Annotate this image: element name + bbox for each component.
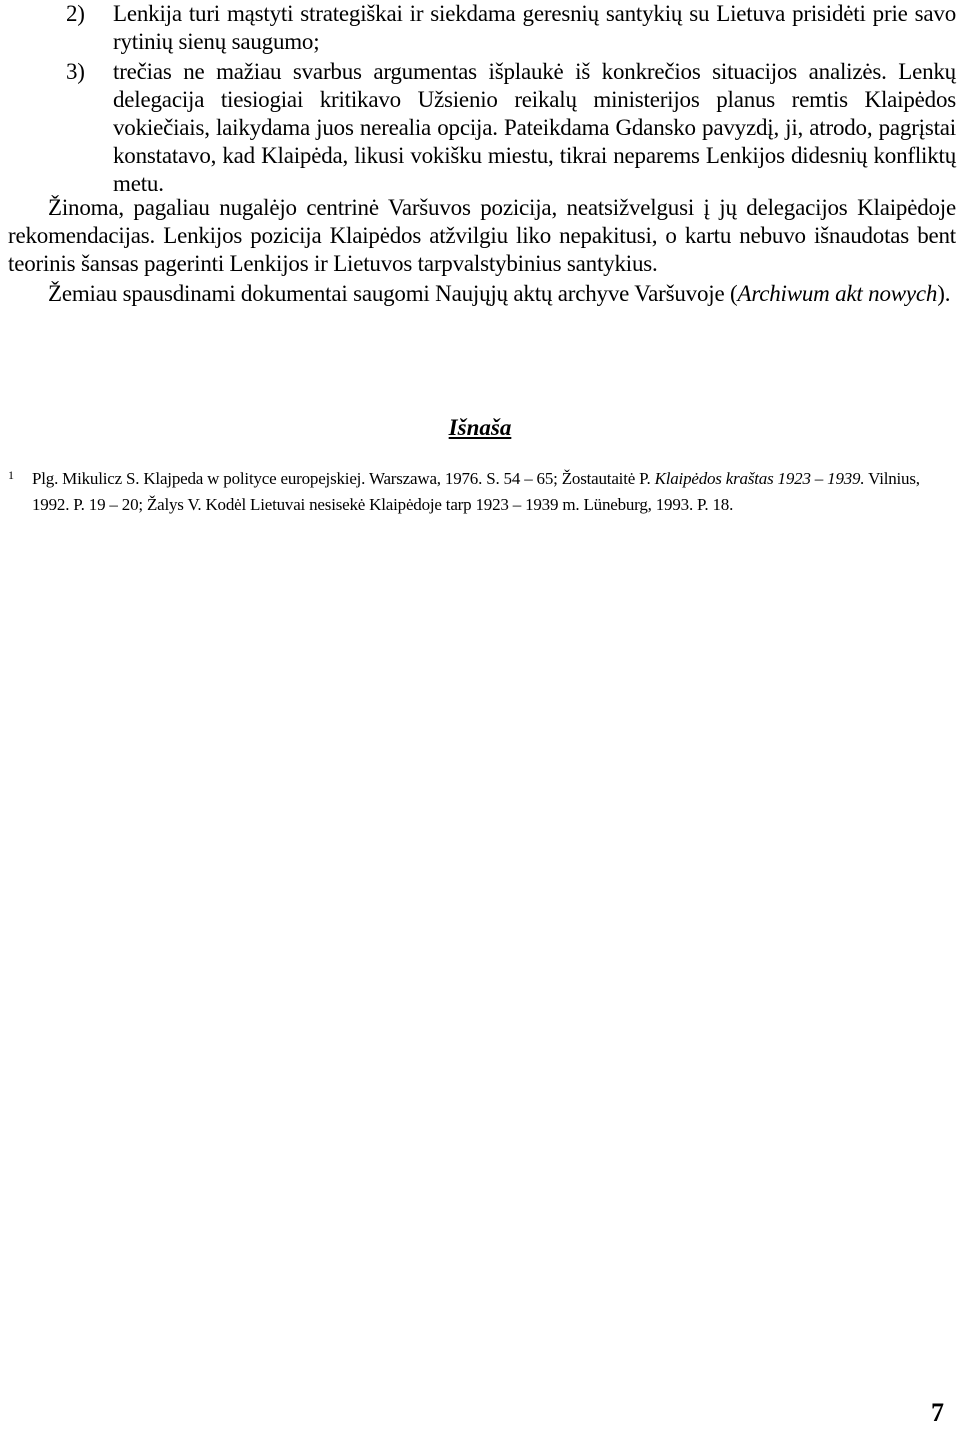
list-text: trečias ne mažiau svarbus argumentas išplaukė iš konkrečios situacijos analizės. Lenkų delegacija tiesiogiai kritikavo Užsienio reikalų ministerijos planus remtis Klaipėdos vokiečiais, laikydama juos nerealia opcija. Pateikdama Gdansko pavyzdį, ji, atrodo, pagrįstai konstatavo, kad Klaipėda, likusi vokišku miestu, tikrai neparems Lenkijos didesnių konfliktų metu. (113, 59, 956, 196)
footnotes-heading: Išnaša (448, 415, 512, 440)
page-number: 7 (931, 1398, 944, 1427)
footnote-1 (8, 466, 956, 518)
list-text: Lenkija turi mąstyti strategiškai ir siekdama geresnių santykių su Lietuva prisidėti prie savo rytinių sienų saugumo; (113, 1, 956, 54)
list-number: 2) (66, 1, 85, 26)
list-number: 3) (66, 59, 85, 84)
footnote-part: Plg. Mikulicz S. Klajpeda w polityce europejskiej. Warszawa, 1976. S. 54 – 65; Žostautaitė P. (32, 469, 655, 488)
archive-name: Archiwum akt nowych (737, 281, 938, 306)
paragraph-text: Žinoma, pagaliau nugalėjo centrinė Varšuvos pozicija, neatsižvelgusi į jų delegacijos Klaipėdoje rekomendacijas. Lenkijos pozicija Klaipėdos atžvilgiu liko nepakitusi, o kartu nebuvo išnaudotas bent teorinis šansas pagerinti Lenkijos ir Lietuvos tarpvalstybinius santykius. (8, 195, 956, 276)
footnote-mark: 1 (8, 468, 14, 482)
paragraph-conclusion (8, 194, 956, 278)
paragraph-archive-note (8, 280, 956, 308)
list-item-2 (66, 0, 956, 56)
footnote-part: Vilnius, 1992. P. 19 – 20; Žalys V. Kodėl Lietuvai nesisekė Klaipėdoje tarp 1923 – 1939 m. Lüneburg, 1993. P. 18. (32, 469, 920, 514)
footnote-title-italic: Klaipėdos kraštas 1923 – 1939. (654, 469, 865, 488)
list-item-3 (66, 58, 956, 198)
paragraph-text: Žemiau spausdinami dokumentai saugomi Naujųjų aktų archyve Varšuvoje ( (48, 281, 738, 306)
footnote-text (32, 466, 956, 518)
paragraph-text-end: ). (937, 281, 951, 306)
